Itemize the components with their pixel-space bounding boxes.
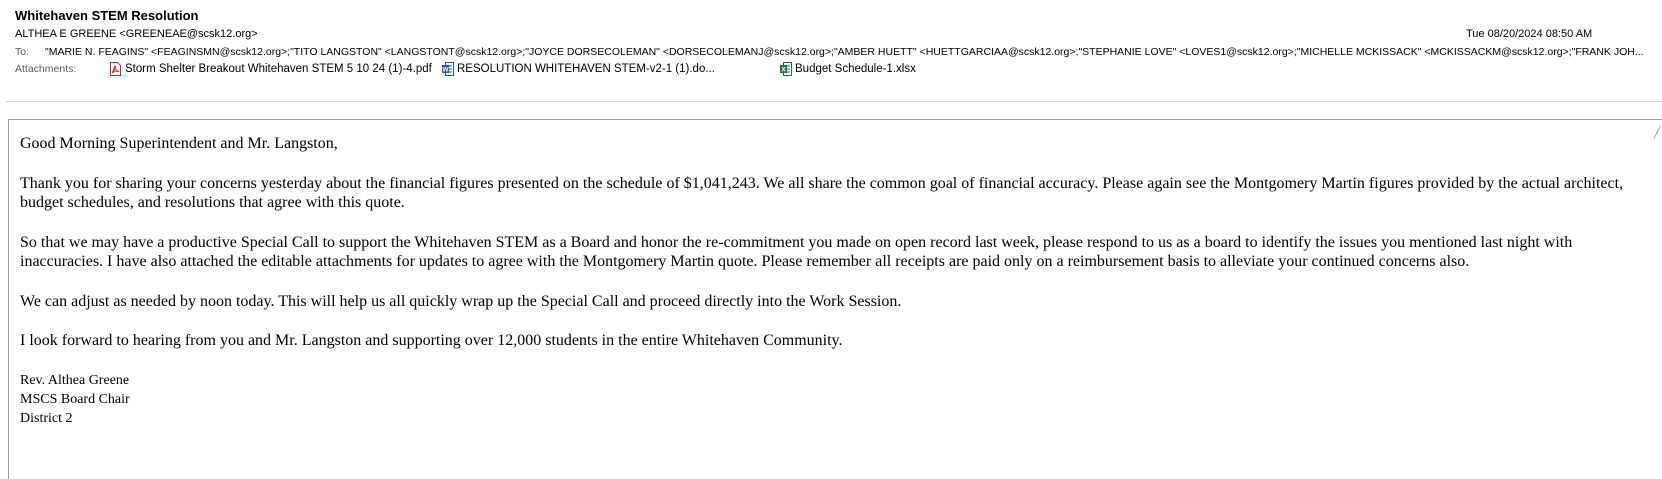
signature-name: Rev. Althea Greene (20, 372, 130, 388)
attachment-pdf[interactable] (110, 62, 432, 76)
email-header (0, 0, 1662, 100)
attachment-xlsx[interactable] (780, 62, 916, 76)
attachment-name: Budget Schedule-1.xlsx (795, 63, 916, 75)
excel-file-icon (780, 62, 791, 76)
svg-text:X: X (781, 66, 786, 74)
header-divider (6, 101, 1662, 102)
to-recipients[interactable]: "MARIE N. FEAGINS" <FEAGINSMN@scsk12.org>;"TITO LANGSTON" <LANGSTONT@scsk12.org>;"JOYCE DORSECOLEMAN" <DORSECOLEMANJ@scsk12.org>;"AMBER HUETT" <HUETTGARCIAA@scsk12.org>;"STEPHANIE LOVE" <LOVES1@scsk12.org>;"MICHELLE MCKISSACK" <MCKISSACKM@scsk12.org>;"FRANK JOH... (45, 46, 1644, 58)
word-file-icon (442, 62, 453, 76)
signature-district: District 2 (20, 410, 73, 426)
email-sender[interactable]: ALTHEA E GREENE <GREENEAE@scsk12.org> (15, 28, 258, 40)
attachment-docx[interactable] (442, 62, 715, 76)
attachments-label: Attachments: (15, 63, 77, 75)
scroll-up-icon[interactable]: ╱ (1654, 128, 1661, 139)
message-paragraph: I look forward to hearing from you and Mr. Langston and supporting over 12,000 students in the entire Whitehaven Community. (20, 332, 843, 349)
svg-text:W: W (442, 66, 449, 74)
message-paragraph: We can adjust as needed by noon today. This will help us all quickly wrap up the Special Call and proceed directly into the Work Session. (20, 292, 902, 310)
to-label: To: (15, 46, 30, 58)
message-paragraph: So that we may have a productive Special Call to support the Whitehaven STEM as a Board and honor the re-commitment you made on open record last week, please respond to us as a board to identify the issues you mentioned last night with inaccuracies. I have also attached the editable attachments for updates to agree with the Montgomery Martin quote. Please remember all receipts are paid only on a reimbursement basis to alleviate your continued concerns also. (20, 233, 1573, 270)
signature-title: MSCS Board Chair (20, 391, 130, 407)
email-date: Tue 08/20/2024 08:50 AM (1466, 28, 1593, 40)
to-row (15, 46, 1662, 60)
message-greeting: Good Morning Superintendent and Mr. Langston, (20, 135, 338, 152)
message-body (20, 134, 1640, 428)
message-paragraph: Thank you for sharing your concerns yesterday about the financial figures presented on the schedule of $1,041,243. We all share the common goal of financial accuracy. Please again see the Montgomery Martin figures provided by the actual architect, budget schedules, and resolutions that agree with this quote. (20, 174, 1624, 211)
signature-block (20, 371, 1640, 428)
pdf-file-icon (110, 62, 121, 76)
attachment-name: Storm Shelter Breakout Whitehaven STEM 5 10 24 (1)-4.pdf (125, 63, 432, 75)
email-subject: Whitehaven STEM Resolution (15, 8, 199, 23)
attachment-name: RESOLUTION WHITEHAVEN STEM-v2-1 (1).do... (457, 63, 715, 75)
